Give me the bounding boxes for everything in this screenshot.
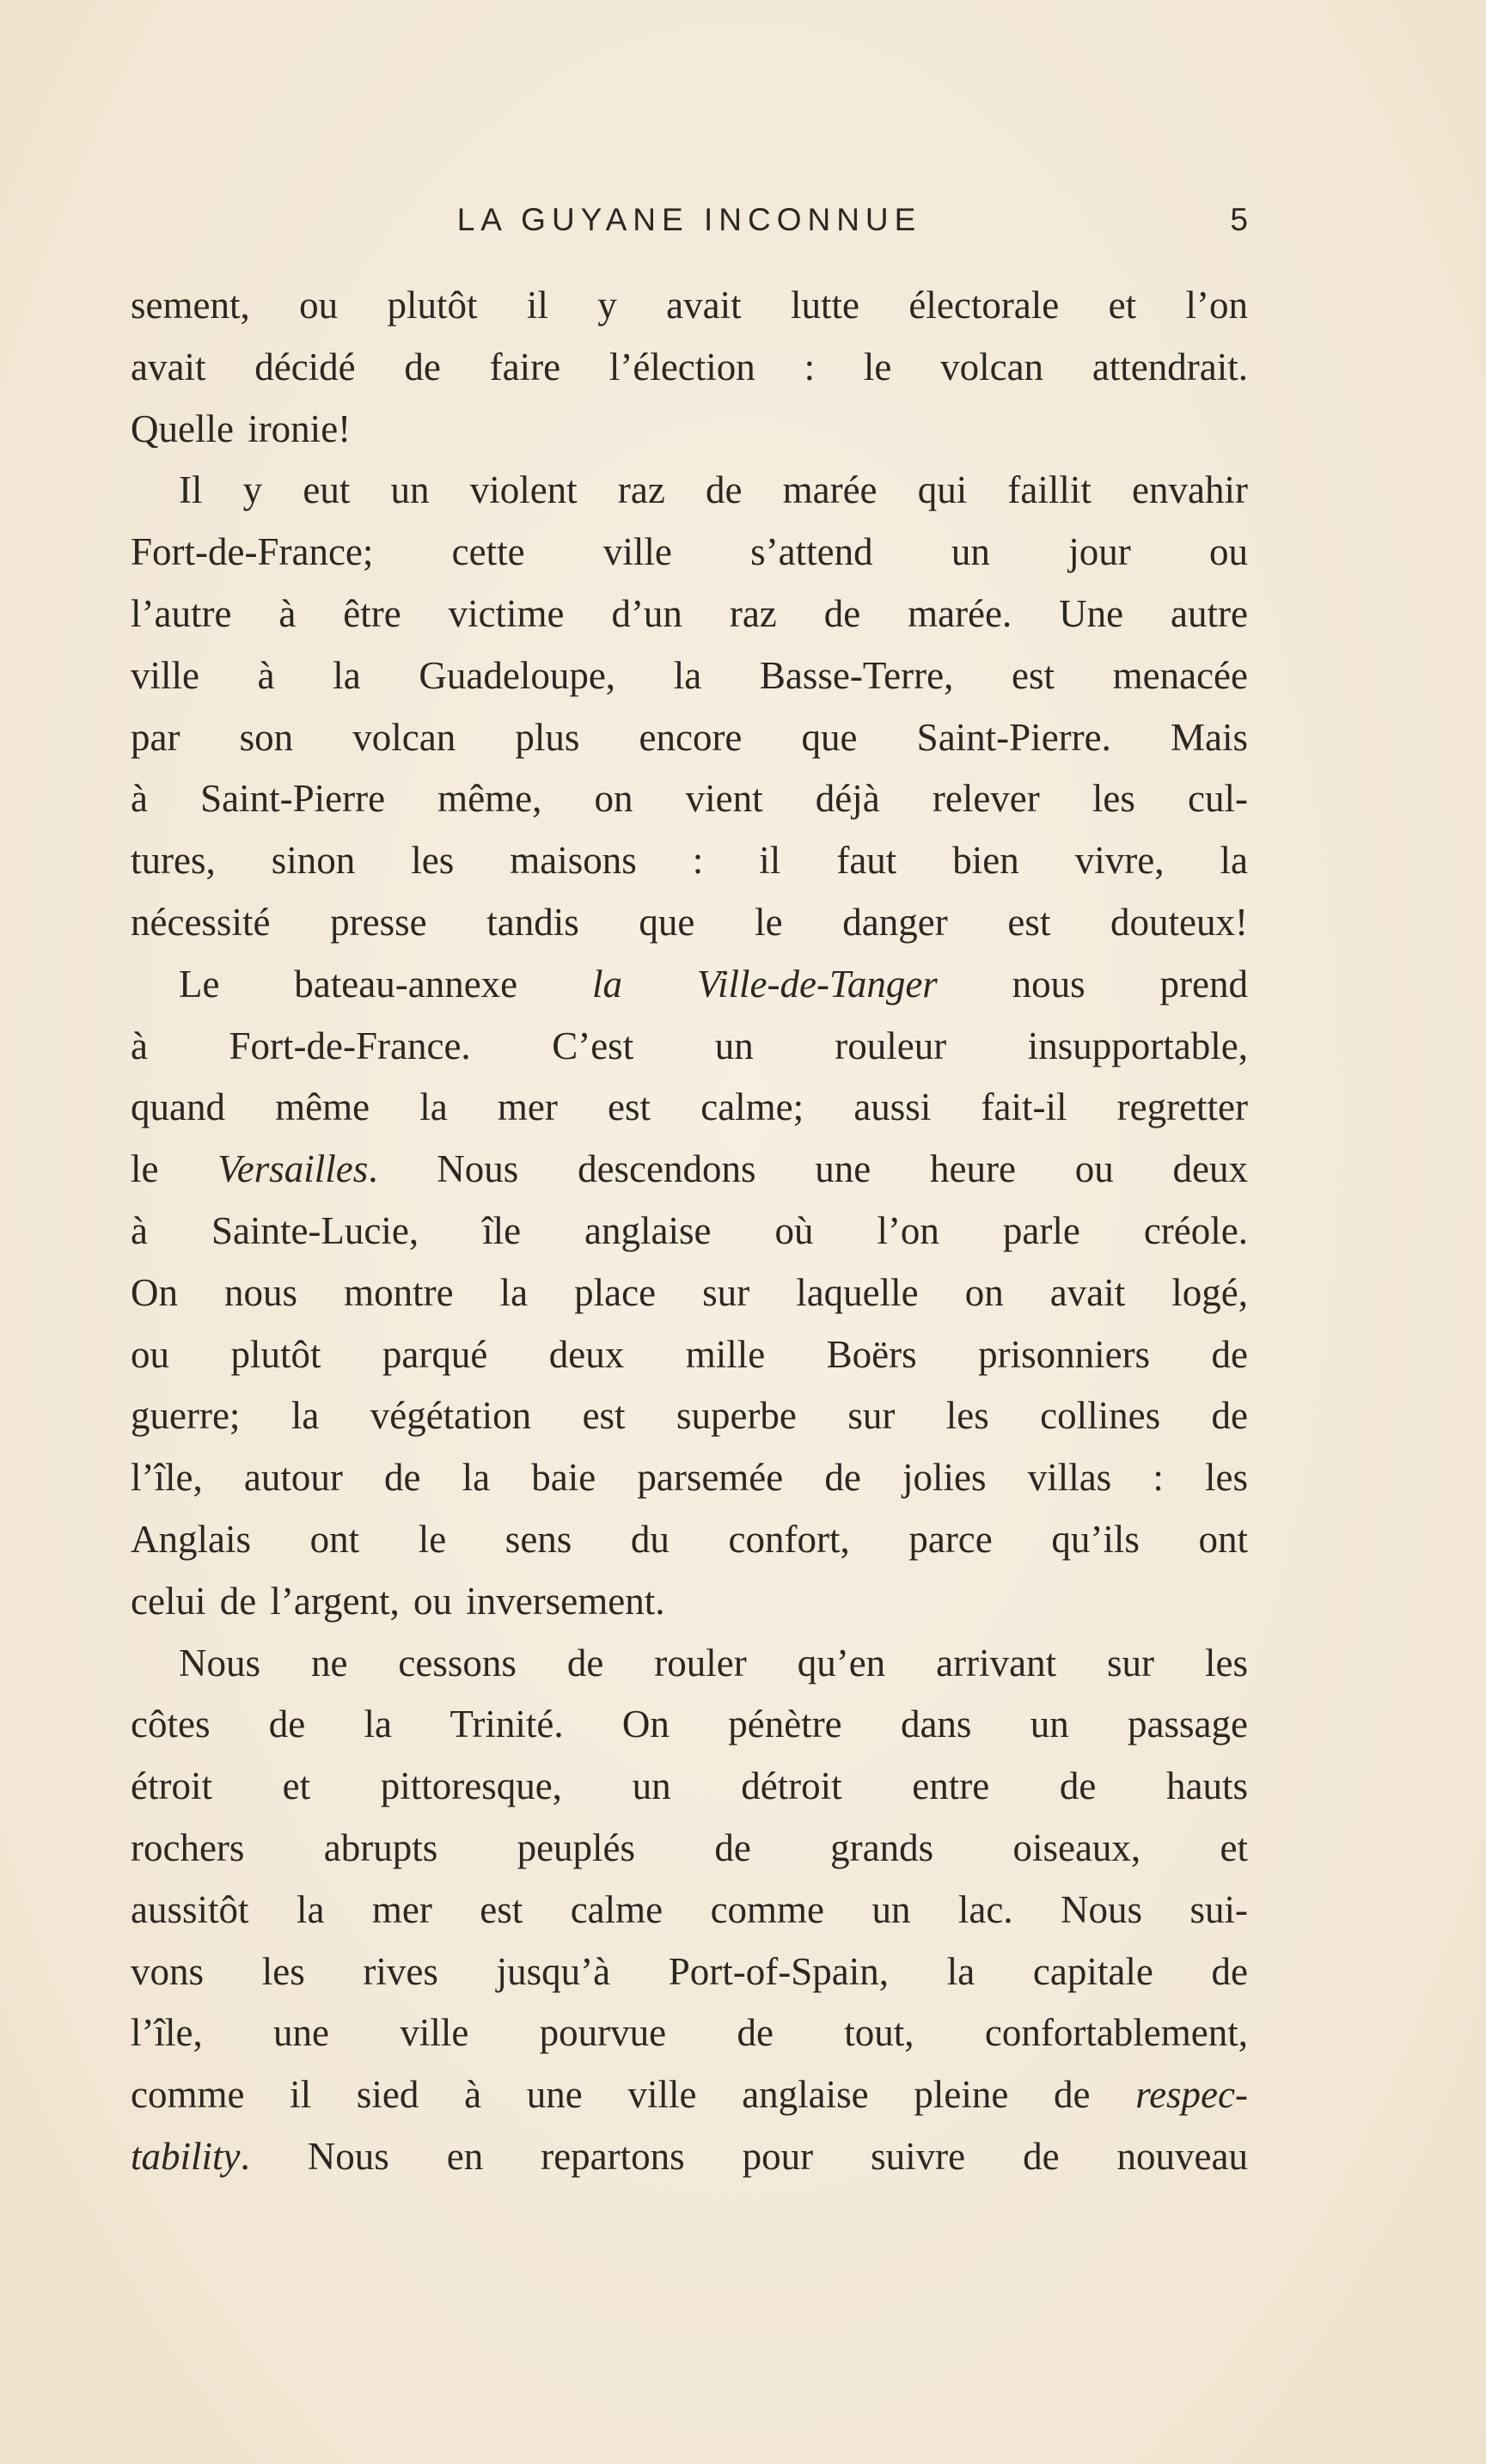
text-line <box>131 1139 1248 1201</box>
text-run: . Nous descendons une heure ou deux <box>368 1147 1248 1191</box>
text-line: Fort-de-France; cette ville s’attend un jour ou <box>131 530 1248 574</box>
text-line: ou plutôt parqué deux mille Boërs prisonniers de <box>131 1332 1248 1376</box>
text-line <box>131 2064 1248 2126</box>
text-line: quand même la mer est calme; aussi fait-il regretter <box>131 1085 1248 1129</box>
text-line: à Saint-Pierre même, on vient déjà relever les cul- <box>131 777 1248 821</box>
text-line: l’île, une ville pourvue de tout, confortablement, <box>131 2011 1248 2055</box>
running-title: LA GUYANE INCONNUE <box>456 202 922 237</box>
ship-name-italic: Versailles <box>217 1147 369 1191</box>
text-line: aussitôt la mer est calme comme un lac. Nous sui- <box>131 1887 1248 1931</box>
text-line: avait décidé de faire l’élection : le volcan attendrait. <box>131 345 1248 388</box>
italic-word: tability <box>131 2134 241 2178</box>
text-line: vons les rives jusqu’à Port-of-Spain, la capitale de <box>131 1949 1248 1993</box>
text-line: ville à la Guadeloupe, la Basse-Terre, est menacée <box>131 653 1248 697</box>
text-run: . Nous en repartons pour suivre de nouveau <box>240 2134 1248 2178</box>
text-run: le <box>131 1147 218 1191</box>
text-line: étroit et pittoresque, un détroit entre de hauts <box>131 1764 1248 1808</box>
text-line: tures, sinon les maisons : il faut bien vivre, la <box>131 839 1248 883</box>
text-line: guerre; la végétation est superbe sur les collines de <box>131 1394 1248 1438</box>
text-line: On nous montre la place sur laquelle on avait logé, <box>131 1270 1248 1314</box>
text-line: sement, ou plutôt il y avait lutte électorale et l’on <box>131 284 1248 327</box>
text-line: l’autre à être victime d’un raz de marée. Une autre <box>131 591 1248 635</box>
italic-word: respec- <box>1135 2073 1248 2117</box>
text-line: par son volcan plus encore que Saint-Pierre. Mais <box>131 715 1248 759</box>
text-line: Nous ne cessons de rouler qu’en arrivant sur les <box>179 1641 1248 1684</box>
text-line: celui de l’argent, ou inversement. <box>131 1579 665 1623</box>
text-line: à Fort-de-France. C’est un rouleur insupportable, <box>131 1024 1248 1067</box>
text-run: Le bateau-annexe <box>179 962 592 1006</box>
page-number: 5 <box>1230 202 1248 237</box>
text-run: nous prend <box>937 962 1248 1006</box>
text-line: à Sainte-Lucie, île anglaise où l’on parle créole. <box>131 1208 1248 1252</box>
text-line <box>131 954 1248 1016</box>
text-line: Anglais ont le sens du confort, parce qu’ils ont <box>131 1517 1248 1561</box>
text-line: Quelle ironie! <box>131 407 352 450</box>
text-line <box>131 2126 1248 2188</box>
text-line: l’île, autour de la baie parsemée de jolies villas : les <box>131 1456 1248 1500</box>
text-run: comme il sied à une ville anglaise pleine de <box>131 2073 1136 2117</box>
text-line: Il y eut un violent raz de marée qui faillit envahir <box>179 468 1248 512</box>
running-head <box>131 194 1248 246</box>
body-text <box>131 275 1248 2188</box>
text-line: côtes de la Trinité. On pénètre dans un passage <box>131 1703 1248 1746</box>
ship-name-italic: la Ville-de-Tanger <box>592 962 938 1006</box>
text-line: rochers abrupts peuplés de grands oiseaux, et <box>131 1825 1248 1869</box>
text-line: nécessité presse tandis que le danger est douteux! <box>131 900 1248 944</box>
